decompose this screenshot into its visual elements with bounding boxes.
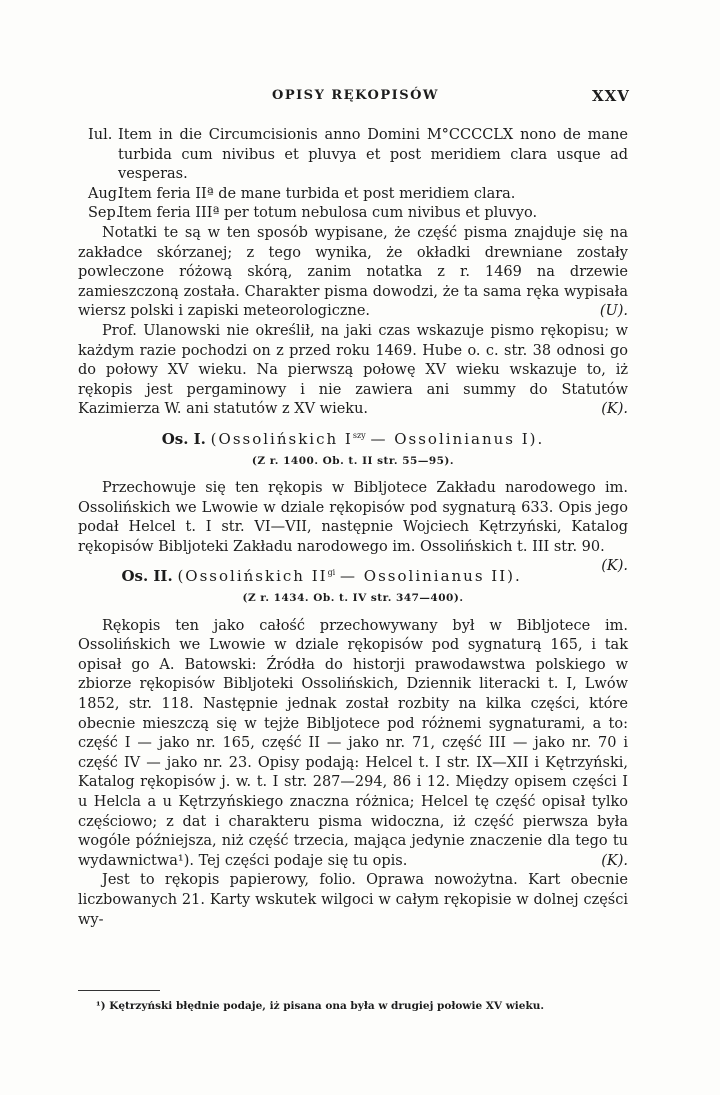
author-sign: (K). xyxy=(601,852,628,869)
paragraph-text: Rękopis ten jako całość przechowywany był w Bibljotece im. Ossolińskich we Lwowie w dziale rękopisów pod sygnaturą 165, i tak opisał go A. Batowski: Źródła do historji prawodawstwa polskiego w zbiorze rękopisów Bibljoteki Ossolińskich, Dziennik literacki t. I, Lwów 1852, str. 118. Następnie jednak został rozbity na kilka części, które obecnie mieszczą się w tejże Bibljotece pod różnemi sygnaturami, a to: część I — jako nr. 165, część II — jako nr. 71, część III — jako nr. 70 i część IV — jako nr. 23. Opisy podają: Helcel t. I str. IX—XII i Kętrzyński, Katalog rękopisów j. w. t. I str. 287—294, 86 i 12. Między opisem części I u Helcla a u Kętrzyńskiego znaczna różnica; Helcel tę część opisał tylko częściowo; z dat i charakteru pisma widoczna, iż część pierwsza była wogóle późniejsza, niż część trzecia, mająca jedynie znaczenie dla tego tu wydawnictwa¹). Tej części podaje się tu opis. xyxy=(78,617,628,869)
calendar-month: Sep. xyxy=(88,205,121,222)
section-ordinal: gi xyxy=(327,568,336,578)
section-subtitle: (Z r. 1400. Ob. t. II str. 55—95). xyxy=(251,454,455,467)
main-text xyxy=(78,126,628,930)
running-header xyxy=(0,88,720,108)
section-subtitle: (Z r. 1434. Ob. t. IV str. 347—400). xyxy=(242,592,464,605)
calendar-month: Aug. xyxy=(88,185,122,202)
section-latin: — Ossolinianus I). xyxy=(370,429,545,448)
section-heading xyxy=(78,430,628,450)
author-sign: (K). xyxy=(601,558,628,575)
footnote: ¹) Kętrzyński błędnie podaje, iż pisana ona była w drugiej połowie XV wieku. xyxy=(96,1000,545,1012)
calendar-text: Item in die Circumcisionis anno Domini M°CCCCLX nono de mane turbida cum nivibus et pluvya et post meridiem clara usque ad vesperas. xyxy=(118,127,628,183)
calendar-text: Item feria IIIª per totum nebulosa cum nivibus et pluvyo. xyxy=(118,205,538,222)
paragraph-text: Notatki te są w ten sposób wypisane, że część pisma znajduje się na zakładce skórzanej; z tego wynika, że okładki drewniane zostały powleczone różową skórą, zanim notatka z r. 1469 na drzewie zamieszczoną została. Charakter pisma dowodzi, że ta sama ręka wypisała wiersz polski i zapiski meteorologiczne. xyxy=(78,224,628,320)
paragraph xyxy=(78,322,628,420)
calendar-entry xyxy=(78,126,628,185)
paragraph xyxy=(78,617,628,872)
paragraph xyxy=(78,224,628,322)
author-sign: (K). xyxy=(601,401,628,418)
section-latin: — Ossolinianus II). xyxy=(340,567,522,586)
calendar-text: Item feria IIª de mane turbida et post meridiem clara. xyxy=(118,185,516,202)
section-ordinal: szy xyxy=(352,430,366,440)
paragraph-text: Przechowuje się ten rękopis w Bibljotece Zakładu narodowego im. Ossolińskich we Lwowie w dziale rękopisów pod sygnaturą 633. Opis jego podał Helcel t. I str. VI—VII, następnie Wojciech Kętrzyński, Katalog rękopisów Bibljoteki Zakładu narodowego im. Ossolińskich t. III str. 90. xyxy=(78,480,628,555)
paragraph-text: Prof. Ulanowski nie określił, na jaki czas wskazuje pismo rękopisu; w każdym razie pochodzi on z przed roku 1469. Hube o. c. str. 38 odnosi go do połowy XV wieku. Na pierwszą połowę XV wieku wskazuje to, iż rękopis jest pergaminowy i nie zawiera ani summy do Statutów Kazimierza W. ani statutów z XV wieku. xyxy=(78,322,628,418)
header-title: OPISY RĘKOPISÓW xyxy=(272,88,440,103)
section-name: (Ossolińskich II xyxy=(177,567,328,586)
section-heading xyxy=(78,567,628,587)
page-number: XXV xyxy=(592,87,630,105)
footnote-rule xyxy=(78,990,160,991)
calendar-entry xyxy=(78,185,628,205)
section-siglum: Os. II. xyxy=(121,567,173,586)
paragraph xyxy=(78,871,628,930)
calendar-entry xyxy=(78,204,628,224)
calendar-month: Iul. xyxy=(88,127,113,143)
section-name: (Ossolińskich I xyxy=(210,429,353,448)
paragraph-text: Jest to rękopis papierowy, folio. Oprawa nowożytna. Kart obecnie liczbowanych 21. Karty wskutek wilgoci w całym rękopisie w dolnej części wy- xyxy=(78,872,628,928)
section-siglum: Os. I. xyxy=(161,429,206,448)
author-sign: (U). xyxy=(599,303,628,320)
